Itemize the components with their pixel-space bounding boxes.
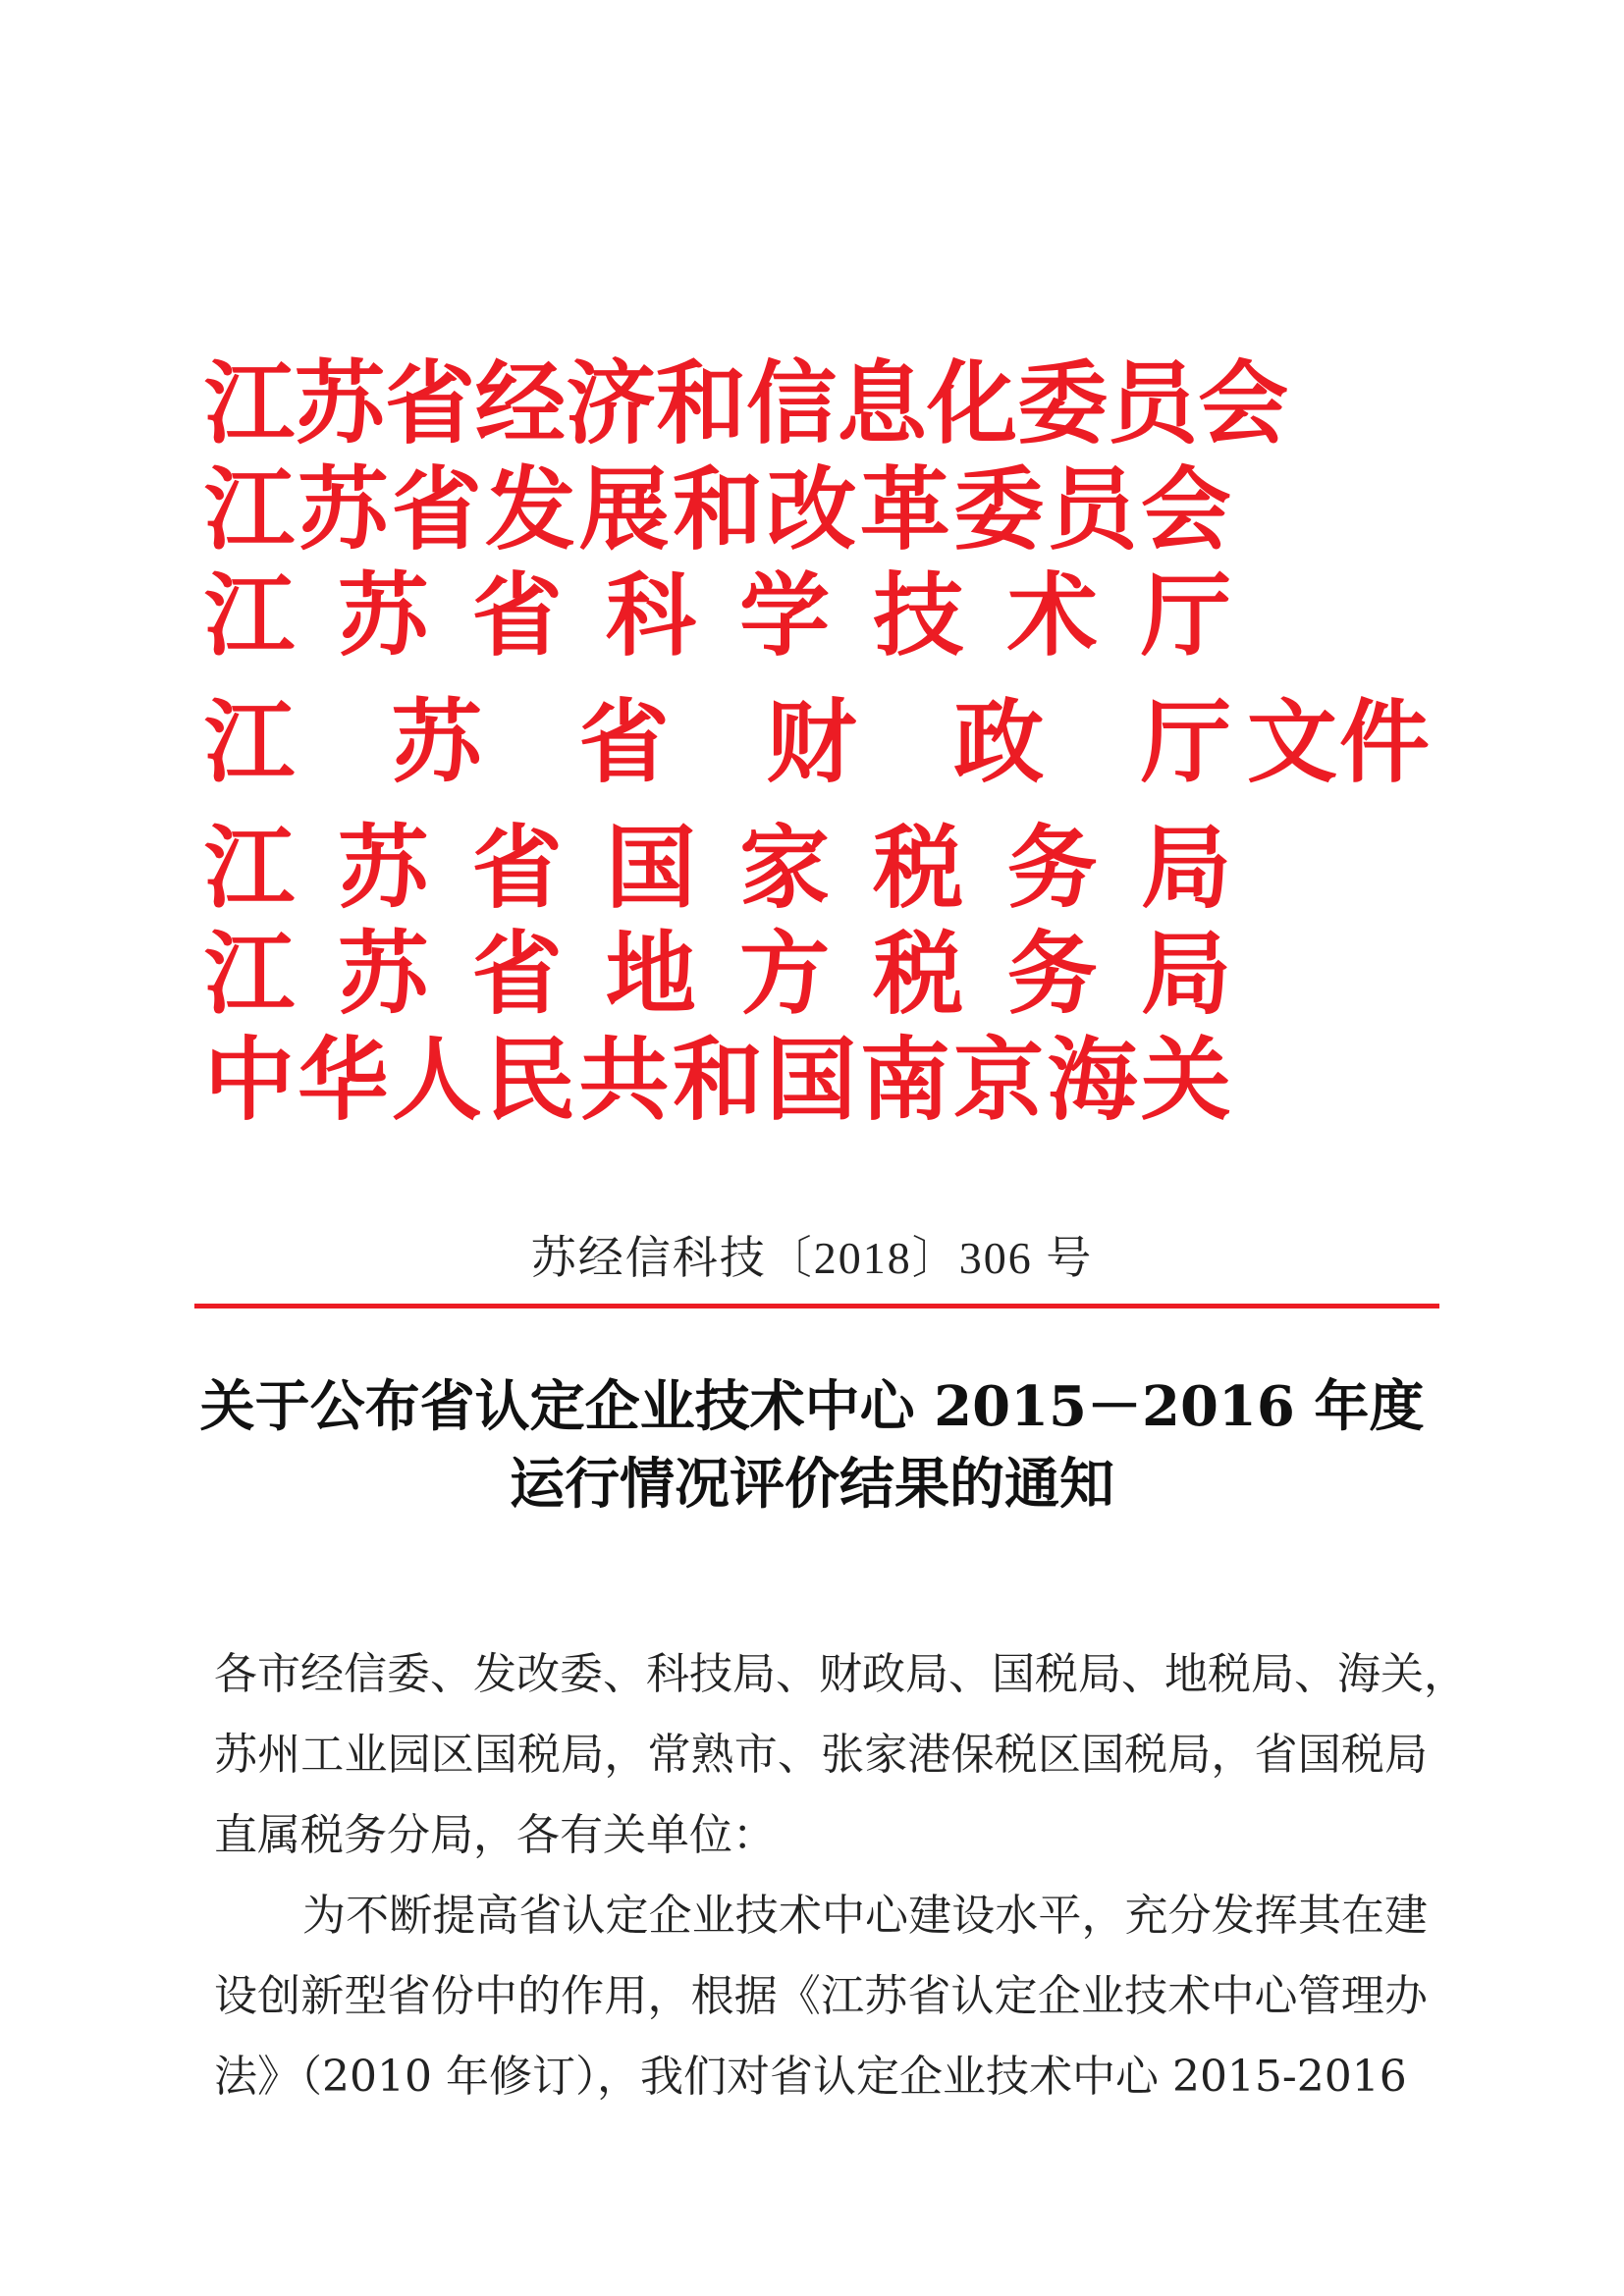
agency-char: 苏 (295, 350, 386, 456)
agency-line-6 (204, 921, 1231, 1027)
agency-char: 员 (1047, 456, 1138, 562)
agency-char: 委 (953, 456, 1045, 562)
notice-title-line-2: 运行情况评价结果的通知 (510, 1452, 1114, 1517)
agency-char: 苏 (338, 815, 429, 921)
document-suffix: 文件 (1247, 689, 1433, 795)
notice-title-line-1: 关于公布省认定企业技术中心 2015－2016 年度 (199, 1374, 1425, 1439)
agency-char: 术 (1006, 562, 1098, 668)
agency-char: 省 (471, 815, 563, 921)
agency-char: 方 (739, 921, 831, 1027)
agency-char: 苏 (298, 456, 389, 562)
agency-char: 人 (391, 1027, 482, 1133)
agency-char: 苏 (338, 562, 429, 668)
agency-char: 济 (566, 350, 657, 456)
agency-line-4 (204, 689, 1231, 795)
agency-char: 海 (1047, 1027, 1138, 1133)
agency-char: 技 (873, 562, 964, 668)
agency-char: 省 (471, 562, 563, 668)
agency-char: 厅 (1140, 562, 1231, 668)
agency-char: 员 (1108, 350, 1199, 456)
agency-char: 苏 (338, 921, 429, 1027)
agency-char: 革 (859, 456, 950, 562)
agency-char: 江 (204, 456, 296, 562)
agency-char: 江 (204, 921, 296, 1027)
agency-char: 南 (859, 1027, 950, 1133)
agency-char: 江 (204, 815, 296, 921)
agency-char: 改 (766, 456, 857, 562)
agency-char: 国 (766, 1027, 857, 1133)
header-divider (194, 1304, 1439, 1308)
agency-char: 家 (739, 815, 831, 921)
agency-char: 关 (1140, 1027, 1231, 1133)
agency-char: 华 (298, 1027, 389, 1133)
agency-char: 税 (873, 921, 964, 1027)
paragraph-line-3: 法》（2010 年修订），我们对省认定企业技术中心 2015-2016 (214, 2052, 1407, 2102)
agency-char: 省 (578, 689, 670, 795)
document-number: 苏经信科技〔2018〕306 号 (530, 1233, 1094, 1283)
agency-line-1 (204, 350, 1289, 456)
agency-char: 中 (204, 1027, 296, 1133)
agency-char: 和 (656, 350, 747, 456)
agency-char: 京 (953, 1027, 1045, 1133)
agency-char: 民 (485, 1027, 576, 1133)
agency-char: 税 (873, 815, 964, 921)
agency-char: 和 (672, 1027, 763, 1133)
agency-char: 息 (837, 350, 928, 456)
agency-char: 省 (391, 456, 482, 562)
agency-line-2 (204, 456, 1231, 562)
agency-char: 务 (1006, 921, 1098, 1027)
agency-char: 化 (927, 350, 1018, 456)
agency-char: 展 (578, 456, 670, 562)
agency-line-5 (204, 815, 1231, 921)
agency-char: 科 (605, 562, 696, 668)
agency-char: 局 (1140, 815, 1231, 921)
agency-line-7 (204, 1027, 1231, 1133)
recipients-line-1: 各市经信委、发改委、科技局、财政局、国税局、地税局、海关， (214, 1649, 1467, 1699)
agency-char: 江 (204, 689, 296, 795)
agency-char: 共 (578, 1027, 670, 1133)
agency-char: 江 (204, 350, 296, 456)
paragraph-line-1: 为不断提高省认定企业技术中心建设水平，充分发挥其在建 (302, 1891, 1428, 1941)
agency-char: 苏 (391, 689, 482, 795)
agency-char: 学 (739, 562, 831, 668)
agency-line-3 (204, 562, 1231, 668)
agency-char: 会 (1140, 456, 1231, 562)
paragraph-line-2: 设创新型省份中的作用，根据《江苏省认定企业技术中心管理办 (214, 1971, 1428, 2021)
agency-char: 政 (953, 689, 1045, 795)
agency-char: 发 (485, 456, 576, 562)
agency-char: 地 (605, 921, 696, 1027)
agency-char: 经 (475, 350, 567, 456)
agency-char: 厅 (1140, 689, 1231, 795)
agency-char: 信 (746, 350, 838, 456)
agency-char: 局 (1140, 921, 1231, 1027)
recipients-line-3: 直属税务分局，各有关单位： (214, 1810, 776, 1860)
agency-char: 会 (1198, 350, 1289, 456)
agency-char: 省 (385, 350, 476, 456)
agency-char: 江 (204, 562, 296, 668)
agency-char: 委 (1017, 350, 1109, 456)
agency-char: 财 (766, 689, 857, 795)
agency-char: 省 (471, 921, 563, 1027)
recipients-line-2: 苏州工业园区国税局，常熟市、张家港保税区国税局，省国税局 (214, 1730, 1428, 1780)
agency-char: 和 (672, 456, 763, 562)
agency-char: 国 (605, 815, 696, 921)
agency-char: 务 (1006, 815, 1098, 921)
